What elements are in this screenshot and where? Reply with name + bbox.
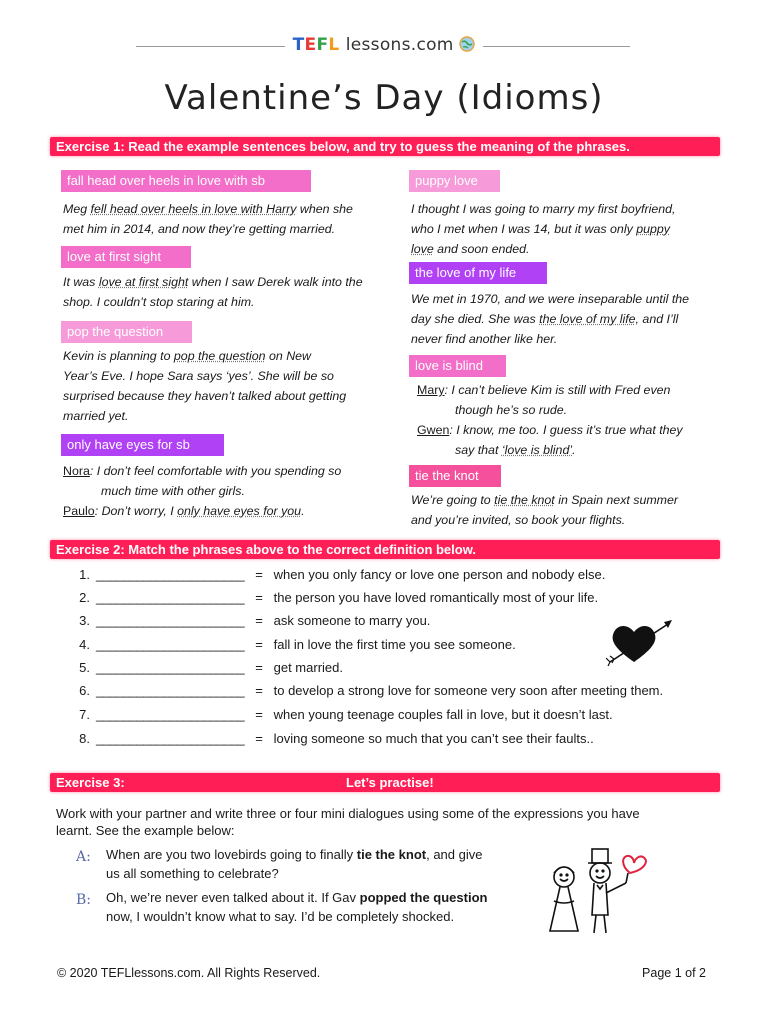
idiom-tag: only have eyes for sb xyxy=(61,434,224,456)
list-item: 2. ______________________ = the person you have loved romantically most of your life. xyxy=(79,590,599,605)
logo-rest: lessons.com xyxy=(345,35,454,55)
example-dialogue: Nora: I don’t feel comfortable with you spending so much time with other girls. Paulo: Don’t worry, I only have eyes for you. xyxy=(63,464,342,518)
example-sentence: Meg fell head over heels in love with Harry when she met him in 2014, and now they’re getting married. xyxy=(63,202,353,236)
globe-icon xyxy=(459,36,475,52)
list-item: 6. ______________________ = to develop a strong love for someone very soon after meeting them. xyxy=(79,683,664,698)
list-item: 8. ______________________ = loving someone so much that you can’t see their faults.. xyxy=(79,731,594,746)
idiom-tag: fall head over heels in love with sb xyxy=(61,170,311,192)
speaker-a-label: A: xyxy=(76,849,91,865)
speaker-b-label: B: xyxy=(76,892,92,908)
example-sentence: It was love at first sight when I saw Derek walk into the shop. I couldn’t stop staring at him. xyxy=(63,275,363,309)
idiom-tag: love is blind xyxy=(409,355,506,377)
list-item: 3. ______________________ = ask someone to marry you. xyxy=(79,613,431,628)
exercise1-heading: Exercise 1: Read the example sentences below, and try to guess the meaning of the phrases. xyxy=(50,137,720,156)
idiom-tag: puppy love xyxy=(409,170,500,192)
logo-tefl: TEFL xyxy=(292,35,340,55)
copyright-notice: © 2020 TEFLlessons.com. All Rights Reserved. xyxy=(57,966,321,980)
idiom-tag: pop the question xyxy=(61,321,192,343)
example-sentence: I thought I was going to marry my first boyfriend, who I met when I was 14, but it was only puppy love and soon ended. xyxy=(411,202,676,256)
idiom-tag: tie the knot xyxy=(409,465,501,487)
dialogue-line-b: Oh, we’re never even talked about it. If Gav popped the question now, I wouldn’t know what to say. I’d be completely shocked. xyxy=(106,890,488,924)
example-sentence: We met in 1970, and we were inseparable until the day she died. She was the love of my life, and I’ll never find another like her. xyxy=(411,292,690,346)
page-title: Valentine’s Day (Idioms) xyxy=(164,78,604,118)
list-item: 7. ______________________ = when young teenage couples fall in love, but it doesn’t last. xyxy=(79,707,613,722)
exercise3-instructions: Work with your partner and write three or four mini dialogues using some of the expressions you have learnt. See the example below: xyxy=(56,806,640,838)
wedding-couple-icon xyxy=(540,843,660,938)
exercise3-subheading: Let’s practise! xyxy=(346,775,434,790)
exercise2-heading: Exercise 2: Match the phrases above to the correct definition below. xyxy=(50,540,720,559)
list-item: 5. ______________________ = get married. xyxy=(79,660,343,675)
list-item: 1. ______________________ = when you only fancy or love one person and nobody else. xyxy=(79,567,606,582)
site-logo xyxy=(0,35,768,55)
example-sentence: Kevin is planning to pop the question on New Year’s Eve. I hope Sara says ‘yes’. She will be so surprised because they haven’t talked about getting married yet. xyxy=(63,349,347,423)
exercise3-heading: Exercise 3: Let’s practise! xyxy=(50,773,720,792)
page-number: Page 1 of 2 xyxy=(642,966,706,980)
list-item: 4. ______________________ = fall in love the first time you see someone. xyxy=(79,637,516,652)
idiom-tag: the love of my life xyxy=(409,262,547,284)
dialogue-line-a: When are you two lovebirds going to finally tie the knot, and give us all something to celebrate? xyxy=(106,847,483,881)
idiom-tag: love at first sight xyxy=(61,246,191,268)
example-dialogue: Mary: I can’t believe Kim is still with Fred even though he’s so rude. Gwen: I know, me too. I guess it’s true what they say that ‘love is blind’. xyxy=(417,383,683,457)
heart-arrow-icon xyxy=(606,618,674,668)
example-sentence: We’re going to tie the knot in Spain next summer and you’re invited, so book your flights. xyxy=(411,493,679,527)
